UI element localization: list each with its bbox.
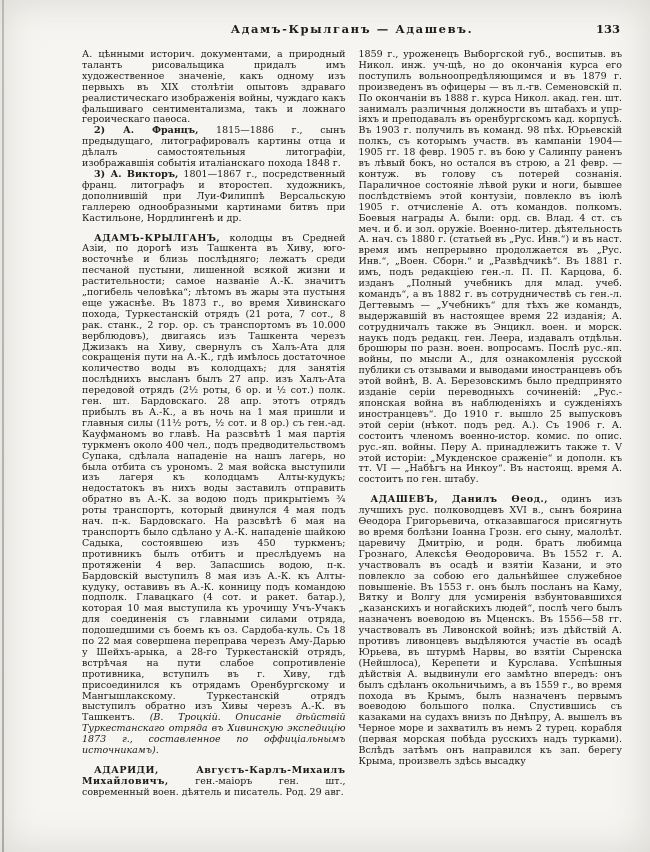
text-columns [82,50,622,822]
entry-headword: АДАМЪ-КРЫЛГАНЪ, [94,232,221,244]
page-header [82,22,622,40]
entry-adam-viktor [82,170,346,225]
entry-adam-krylgan [82,234,346,758]
entry-headword: АДАШЕВЪ, Данилъ Ѳеод., [370,494,549,506]
entry-lead: 3) А. Викторъ, [94,168,179,180]
article-adaridi-continuation [359,50,623,486]
scan-edge [2,0,4,852]
entry-text: ген.-маіоръ ген. шт., современный воен. дѣятель и писатель. Род. 29 авг. [82,775,346,798]
article-adam-continuation [82,50,346,126]
entry-lead: 2) А. Францъ, [94,125,199,137]
entry-adam-franz [82,126,346,170]
continuation-text: А. цѣнными историч. документами, а природный талантъ рисовальщика придалъ имъ художественное значеніе, какъ одному изъ первыхъ въ XIX столѣтіи опытовъ здраваго реалистическаго изображенія войны, чуждаго какъ фальшиваго сентиментализма, такъ и ложнаго героическаго паѳоса. [82,50,346,126]
entry-adashev [359,495,623,768]
entry-text: 1801—1867 г., посредственный франц. литографъ и второстеп. художникъ, дополнившій при Луи-Филиппѣ Версальскую галлерею однообразными картинами битвъ при Кастильоне, Нордлингенѣ и др. [82,168,346,224]
entry-text: одинъ изъ лучшихъ рус. полководцевъ XVI в., сынъ боярина Ѳеодора Григорьевича, отказавшагося присягнуть во время болѣзни Іоанна Грозн. его сыну, малолѣт. царевичу Дмитрію, и родн. братъ любимца Грознаго, Алексѣя Ѳеодоровича. Въ 1552 г. А. участвовалъ въ осадѣ и взятіи Казани, и это повлекло за собою его дальнѣйшее служебное повышеніе. Въ 1553 г. онъ былъ посланъ на Каму, Вятку и Волгу для усмиренія взбунтовавшихся „казанскихъ и ногайскихъ людей“, послѣ чего былъ назначенъ воеводою въ Мценскъ. Въ 1556—58 гг. участвовалъ въ Ливонской войнѣ; изъ дѣйствій А. противъ ливонцевъ выдѣляются участіе въ осадѣ Юрьева, въ штурмѣ Нарвы, во взятіи Сыренска (Нейшлоса), Керепети и Курслава. Успѣшныя дѣйствія А. выдвинули его замѣтно впередъ: онъ былъ сдѣланъ окольничьимъ, а въ 1559 г., во время похода въ Крымъ, былъ назначенъ первымъ воеводою большого полка. Спустившись съ казаками на судахъ внизъ по Днѣпру, А. вышелъ въ Черное море и захватилъ въ немъ 2 турец. корабля (первая морская побѣда русскихъ надъ турками). Вслѣдъ затѣмъ онъ направился къ зап. берегу Крыма, произвелъ здѣсь высадку [358,494,622,767]
entry-headword: АДАРИДИ, Августъ-Карлъ-Михаилъ Михайловичъ, [82,765,346,787]
entry-source-citation: (В. Троцкій. Описаніе дѣйствій Туркестанскаго отряда въ Хивинскую экспедицію 1873 г., составленное по оффиціальнымъ источникамъ). [82,712,346,757]
right-column [359,50,623,822]
entry-text: 1815—1886 г., сынъ предыдущаго, литографировалъ картины отца и дѣлалъ самостоятельныя литографіи, изображавшія событія италіанскаго похода 1848 г. [82,125,346,170]
entry-text: колодцы въ Средней Азіи, по дорогѣ изъ Ташкента въ Хиву, юго-восточнѣе и близь послѣдняго; лежатъ среди песчаной пустыни, лишенной всякой жизни и растительности; самое названіе А.-К. значитъ „погибель человѣка“; лѣтомъ въ жары эта пустыня еще ужаснѣе. Въ 1873 г., во время Хивинскаго похода, Туркестанскій отрядъ (21 рота, 7 сот., 8 рак. станк., 2 гор. ор. съ транспортомъ въ 10.000 верблюдовъ), двигаясь изъ Ташкента черезъ Джизакъ на Хиву, свернулъ съ Халъ-Ата для сокращенія пути на А.-К., гдѣ имѣлось достаточное количество воды въ колодцахъ; для занятія послѣднихъ высланъ былъ 27 апр. изъ Халъ-Ата передовой отрядъ (2½ роты, 6 ор. и ½ сот.) полк. ген. шт. Бардовскаго. 28 апр. этотъ отрядъ прибылъ въ А.-К., а въ ночь на 1 мая пришли и главныя силы (11½ ротъ, ½ сот. и 8 ор.) съ ген.-ад. Кауфманомъ во главѣ. На разсвѣтѣ 1 мая партія туркменъ около 400 чел., подъ предводительствомъ Супака, сдѣлала нападеніе на нашъ лагерь, но была отбита съ урономъ. 2 мая войска выступили изъ лагеря къ колодцамъ Алты-кудукъ; недостатокъ въ нихъ воды заставилъ отправить обратно въ А.-К. за водою подъ прикрытіемъ ¾ роты транспортъ, который двинулся 4 мая подъ нач. п-к. Бардовскаго. На разсвѣтѣ 6 мая на транспортъ было сдѣлано у А.-К. нападеніе шайкою Садыка, состоявшею изъ 450 туркменъ; противникъ былъ отбитъ и преслѣдуемъ на протяженіи 4 вер. Запасшись водою, п-к. Бардовскій выступилъ 8 мая изъ А.-К. къ Алты-кудуку, оставивъ въ А.-К. конницу подъ командою подполк. Главацкаго (4 сот. и ракет. батар.), которая 10 мая выступила къ урочищу Учъ-Учакъ для соединенія съ главными силами отряда, подошедшими съ боемъ къ оз. Сардоба-куль. Съ 18 по 22 мая совершена переправа черезъ Аму-Дарью у Шейхъ-арыка, а 28-го Туркестанскій отрядъ, встрѣчая на пути слабое сопротивленіе противника, вступилъ въ г. Хиву, гдѣ присоединился къ отрядамъ Оренбургскому и Мангышлакскому. Туркестанскій отрядъ выступилъ обратно изъ Хивы черезъ А.-К. въ Ташкентъ. [82,232,346,724]
running-title: Адамъ-Крылганъ — Адашевъ. [230,22,474,36]
continuation-text: 1859 г., уроженецъ Выборгской губ., воспитыв. въ Никол. инж. уч-щѣ, но до окончанія курса его поступилъ вольноопредѣляющимся и въ 1879 г. произведенъ въ офицеры — въ л.-гв. Семеновскій п. По окончаніи въ 1888 г. курса Никол. акад. ген. шт. занималъ различныя должности въ штабахъ и упр-іяхъ и преподавалъ въ оренбургскомъ кад. корпусѣ. Въ 1903 г. получилъ въ команд. 98 пѣх. Юрьевскій полкъ, съ которымъ участв. въ кампаніи 1904—1905 гг. 18 февр. 1905 г. въ бою у Салинпу раненъ въ лѣвый бокъ, но остался въ строю, а 21 февр. — контуж. въ голову съ потерей сознанія. Параличное состояніе лѣвой руки и ноги, бывшее послѣдствіемъ этой контузіи, повлекло въ іюлѣ 1905 г. отчисленіе А. отъ командов. полкомъ. Боевыя награды А. были: орд. св. Влад. 4 ст. съ меч. и б. и зол. оружіе. Военно-литер. дѣятельность А. нач. съ 1880 г. (статьей въ „Рус. Инв.“) и въ наст. время имъ непрерывно продолжается въ „Рус. Инв.“, „Воен. Сборн.“ и „Развѣдчикѣ“. Въ 1881 г. имъ, подъ редакціею ген.-л. П. П. Карцова, б. изданъ „Полный учебникъ для млад. учеб. командъ“, а въ 1882 г. въ сотрудничествѣ съ ген.-л. Дегтевымъ — „Учебникъ“ для тѣхъ же командъ, выдержавшій въ настоящее время 22 изданія; А. сотрудничалъ также въ Энцикл. воен. и морск. наукъ подъ редакц. ген. Леера, издавалъ отдѣльн. брошюры по разн. воен. вопросамъ. Послѣ рус.-яп. войны, по мысли А., для ознакомленія русской публики съ отзывами и выводами иностранцевъ объ этой войнѣ, В. А. Березовскимъ было предпринято изданіе серіи переводныхъ сочиненій: „Рус.-японская война въ наблюденіяхъ и сужденіяхъ иностранцевъ“. До 1910 г. вышло 25 выпусковъ этой серіи (нѣкот. подъ ред. А.). Съ 1906 г. А. состоитъ членомъ военно-истор. комис. по опис. рус.-яп. войны. Перу А. принадлежитъ также т. V этой исторіи: „Мукденское сраженіе“ и дополн. къ тт. VI — „Набѣгъ на Инкоу“. Въ настоящ. время А. состоитъ по ген. штабу. [358,50,622,486]
left-column [82,50,346,822]
entry-adaridi [82,766,346,799]
page-number: 133 [595,22,620,36]
